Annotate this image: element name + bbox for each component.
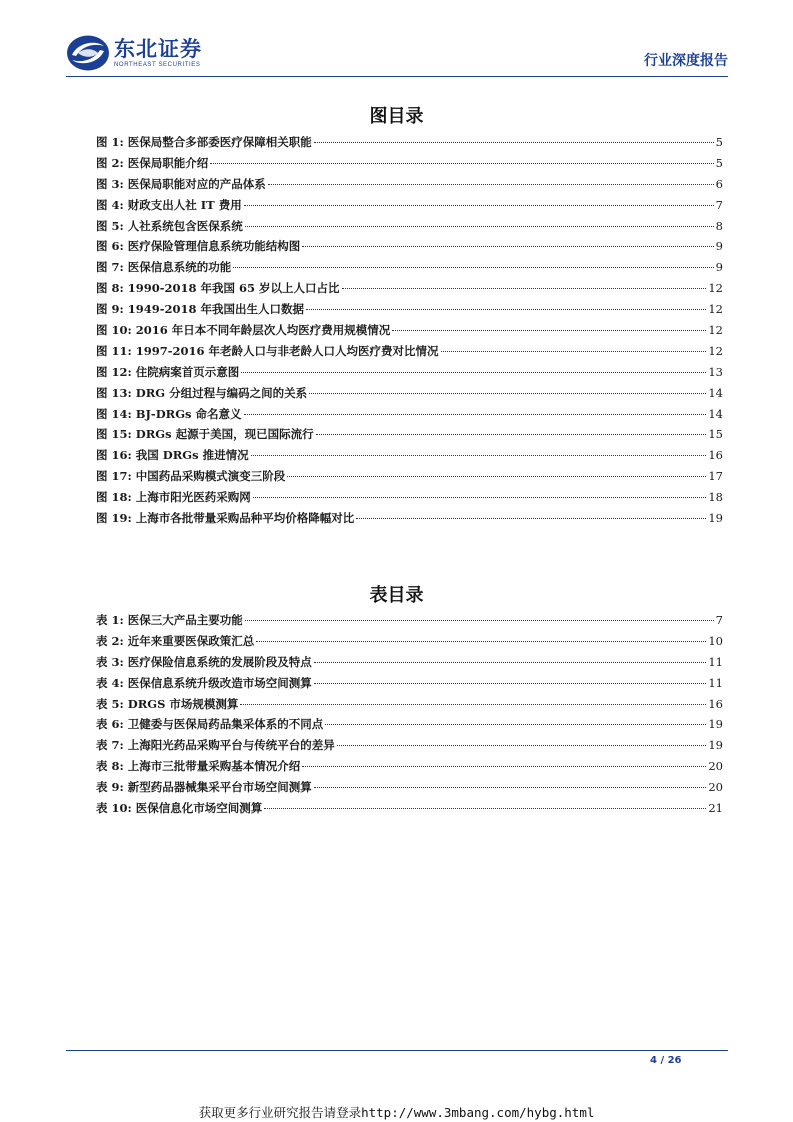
table-toc-entry[interactable] <box>96 758 723 779</box>
toc-entry-label: 图 17: 中国药品采购模式演变三阶段 <box>96 469 286 484</box>
brand-logo <box>66 34 202 72</box>
toc-entry-page: 12 <box>708 302 723 317</box>
toc-dot-leader <box>342 288 707 289</box>
table-toc-entry[interactable] <box>96 696 723 717</box>
figure-toc-entry[interactable] <box>96 322 723 343</box>
toc-entry-label: 图 16: 我国 DRGs 推进情况 <box>96 448 249 463</box>
figure-toc-entry[interactable] <box>96 301 723 322</box>
figure-toc-entry[interactable] <box>96 406 723 427</box>
toc-dot-leader <box>316 434 707 435</box>
toc-entry-page: 11 <box>708 675 723 690</box>
toc-entry-label: 图 13: DRG 分组过程与编码之间的关系 <box>96 385 308 400</box>
table-list-title: 表目录 <box>369 585 424 606</box>
table-toc-entry[interactable] <box>96 800 723 821</box>
toc-entry-page: 12 <box>708 343 723 358</box>
table-list <box>96 612 723 821</box>
toc-entry-page: 16 <box>708 448 723 463</box>
toc-entry-page: 20 <box>708 759 723 774</box>
toc-entry-label: 图 8: 1990-2018 年我国 65 岁以上人口占比 <box>96 281 340 296</box>
toc-entry-label: 图 4: 财政支出人社 IT 费用 <box>96 197 242 212</box>
figure-toc-entry[interactable] <box>96 218 723 239</box>
toc-dot-leader <box>306 309 706 310</box>
toc-entry-page: 5 <box>715 155 723 170</box>
figure-toc-entry[interactable] <box>96 510 723 531</box>
toc-entry-label: 表 5: DRGS 市场规模测算 <box>96 696 239 711</box>
figure-toc-entry[interactable] <box>96 343 723 364</box>
figure-toc-entry[interactable] <box>96 155 723 176</box>
toc-dot-leader <box>287 476 706 477</box>
toc-entry-page: 16 <box>708 696 723 711</box>
toc-entry-label: 图 14: BJ-DRGs 命名意义 <box>96 406 242 421</box>
toc-dot-leader <box>356 518 706 519</box>
toc-dot-leader <box>302 766 706 767</box>
page-header <box>66 34 728 76</box>
table-toc-entry[interactable] <box>96 737 723 758</box>
figure-list <box>96 134 723 531</box>
toc-dot-leader <box>244 414 707 415</box>
toc-entry-label: 表 3: 医疗保险信息系统的发展阶段及特点 <box>96 654 312 669</box>
figure-toc-entry[interactable] <box>96 134 723 155</box>
toc-entry-page: 12 <box>708 281 723 296</box>
footer-download-link[interactable]: 获取更多行业研究报告请登录http://www.3mbang.com/hybg.html <box>198 1105 595 1120</box>
toc-entry-label: 图 19: 上海市各批带量采购品种平均价格降幅对比 <box>96 511 355 526</box>
toc-dot-leader <box>325 724 706 725</box>
toc-entry-label: 图 15: DRGs 起源于美国，现已国际流行 <box>96 427 314 442</box>
toc-entry-page: 8 <box>715 218 723 233</box>
toc-dot-leader <box>314 683 707 684</box>
toc-entry-page: 10 <box>708 633 723 648</box>
table-toc-entry[interactable] <box>96 633 723 654</box>
figure-toc-entry[interactable] <box>96 364 723 385</box>
figure-list-title: 图目录 <box>369 106 424 127</box>
toc-entry-label: 图 3: 医保局职能对应的产品体系 <box>96 176 266 191</box>
toc-dot-leader <box>337 745 707 746</box>
brand-name-en: NORTHEAST SECURITIES <box>114 61 201 68</box>
toc-entry-label: 表 8: 上海市三批带量采购基本情况介绍 <box>96 759 301 774</box>
toc-dot-leader <box>256 641 706 642</box>
toc-dot-leader <box>210 163 713 164</box>
toc-dot-leader <box>268 184 714 185</box>
toc-entry-label: 图 6: 医疗保险管理信息系统功能结构图 <box>96 239 301 254</box>
toc-entry-page: 21 <box>708 801 723 816</box>
figure-toc-entry[interactable] <box>96 259 723 280</box>
brand-name-cn: 东北证券 <box>114 36 202 61</box>
toc-entry-page: 19 <box>708 738 723 753</box>
toc-entry-label: 表 6: 卫健委与医保局药品集采体系的不同点 <box>96 717 324 732</box>
toc-entry-page: 20 <box>708 780 723 795</box>
toc-entry-label: 图 1: 医保局整合多部委医疗保障相关职能 <box>96 135 312 149</box>
figure-toc-entry[interactable] <box>96 280 723 301</box>
toc-entry-label: 图 9: 1949-2018 年我国出生人口数据 <box>96 302 305 317</box>
toc-dot-leader <box>245 226 714 227</box>
figure-toc-entry[interactable] <box>96 385 723 406</box>
figure-toc-entry[interactable] <box>96 238 723 259</box>
toc-entry-page: 12 <box>708 323 723 338</box>
figure-toc-entry[interactable] <box>96 426 723 447</box>
brand-logo-icon <box>66 34 110 72</box>
toc-entry-label: 表 7: 上海阳光药品采购平台与传统平台的差异 <box>96 738 335 753</box>
toc-entry-page: 11 <box>708 654 723 669</box>
header-divider <box>66 76 728 77</box>
toc-dot-leader <box>314 662 707 663</box>
toc-entry-page: 17 <box>708 469 723 484</box>
table-toc-entry[interactable] <box>96 716 723 737</box>
toc-entry-label: 表 9: 新型药品器械集采平台市场空间测算 <box>96 780 312 795</box>
toc-entry-page: 9 <box>715 260 723 275</box>
figure-toc-entry[interactable] <box>96 197 723 218</box>
toc-entry-page: 14 <box>708 385 723 400</box>
toc-entry-label: 表 1: 医保三大产品主要功能 <box>96 613 243 627</box>
toc-dot-leader <box>233 267 713 268</box>
toc-entry-label: 图 2: 医保局职能介绍 <box>96 155 209 170</box>
page-number: 4 / 26 <box>650 1055 682 1066</box>
report-type-label: 行业深度报告 <box>644 53 728 69</box>
toc-entry-page: 19 <box>708 717 723 732</box>
toc-entry-page: 15 <box>708 427 723 442</box>
table-toc-entry[interactable] <box>96 675 723 696</box>
toc-dot-leader <box>392 330 706 331</box>
figure-toc-entry[interactable] <box>96 447 723 468</box>
toc-dot-leader <box>241 372 706 373</box>
toc-entry-page: 18 <box>708 490 723 505</box>
toc-dot-leader <box>309 393 706 394</box>
toc-dot-leader <box>244 205 714 206</box>
toc-entry-label: 表 10: 医保信息化市场空间测算 <box>96 801 263 816</box>
toc-entry-label: 图 10: 2016 年日本不同年龄层次人均医疗费用规模情况 <box>96 323 391 338</box>
table-toc-entry[interactable] <box>96 654 723 675</box>
toc-dot-leader <box>240 704 706 705</box>
toc-dot-leader <box>251 455 707 456</box>
figure-toc-entry[interactable] <box>96 489 723 510</box>
toc-entry-page: 7 <box>715 197 723 212</box>
toc-entry-page: 6 <box>715 176 723 191</box>
figure-toc-entry[interactable] <box>96 176 723 197</box>
toc-entry-label: 表 4: 医保信息系统升级改造市场空间测算 <box>96 675 312 690</box>
toc-dot-leader <box>245 620 714 621</box>
toc-entry-page: 13 <box>708 364 723 379</box>
toc-dot-leader <box>314 142 714 143</box>
toc-entry-label: 图 5: 人社系统包含医保系统 <box>96 218 243 233</box>
toc-entry-page: 5 <box>715 135 723 149</box>
toc-entry-label: 表 2: 近年来重要医保政策汇总 <box>96 633 255 648</box>
toc-dot-leader <box>253 497 707 498</box>
toc-dot-leader <box>264 808 706 809</box>
toc-entry-page: 19 <box>708 511 723 526</box>
toc-dot-leader <box>302 246 713 247</box>
toc-dot-leader <box>441 351 707 352</box>
table-toc-entry[interactable] <box>96 612 723 633</box>
toc-entry-page: 7 <box>715 613 723 627</box>
toc-entry-page: 14 <box>708 406 723 421</box>
toc-entry-label: 图 18: 上海市阳光医药采购网 <box>96 490 251 505</box>
toc-entry-page: 9 <box>715 239 723 254</box>
footer-divider <box>66 1050 728 1051</box>
toc-entry-label: 图 11: 1997-2016 年老龄人口与非老龄人口人均医疗费对比情况 <box>96 343 439 358</box>
toc-entry-label: 图 7: 医保信息系统的功能 <box>96 260 232 275</box>
toc-entry-label: 图 12: 住院病案首页示意图 <box>96 364 240 379</box>
figure-toc-entry[interactable] <box>96 468 723 489</box>
toc-dot-leader <box>314 787 707 788</box>
table-toc-entry[interactable] <box>96 779 723 800</box>
